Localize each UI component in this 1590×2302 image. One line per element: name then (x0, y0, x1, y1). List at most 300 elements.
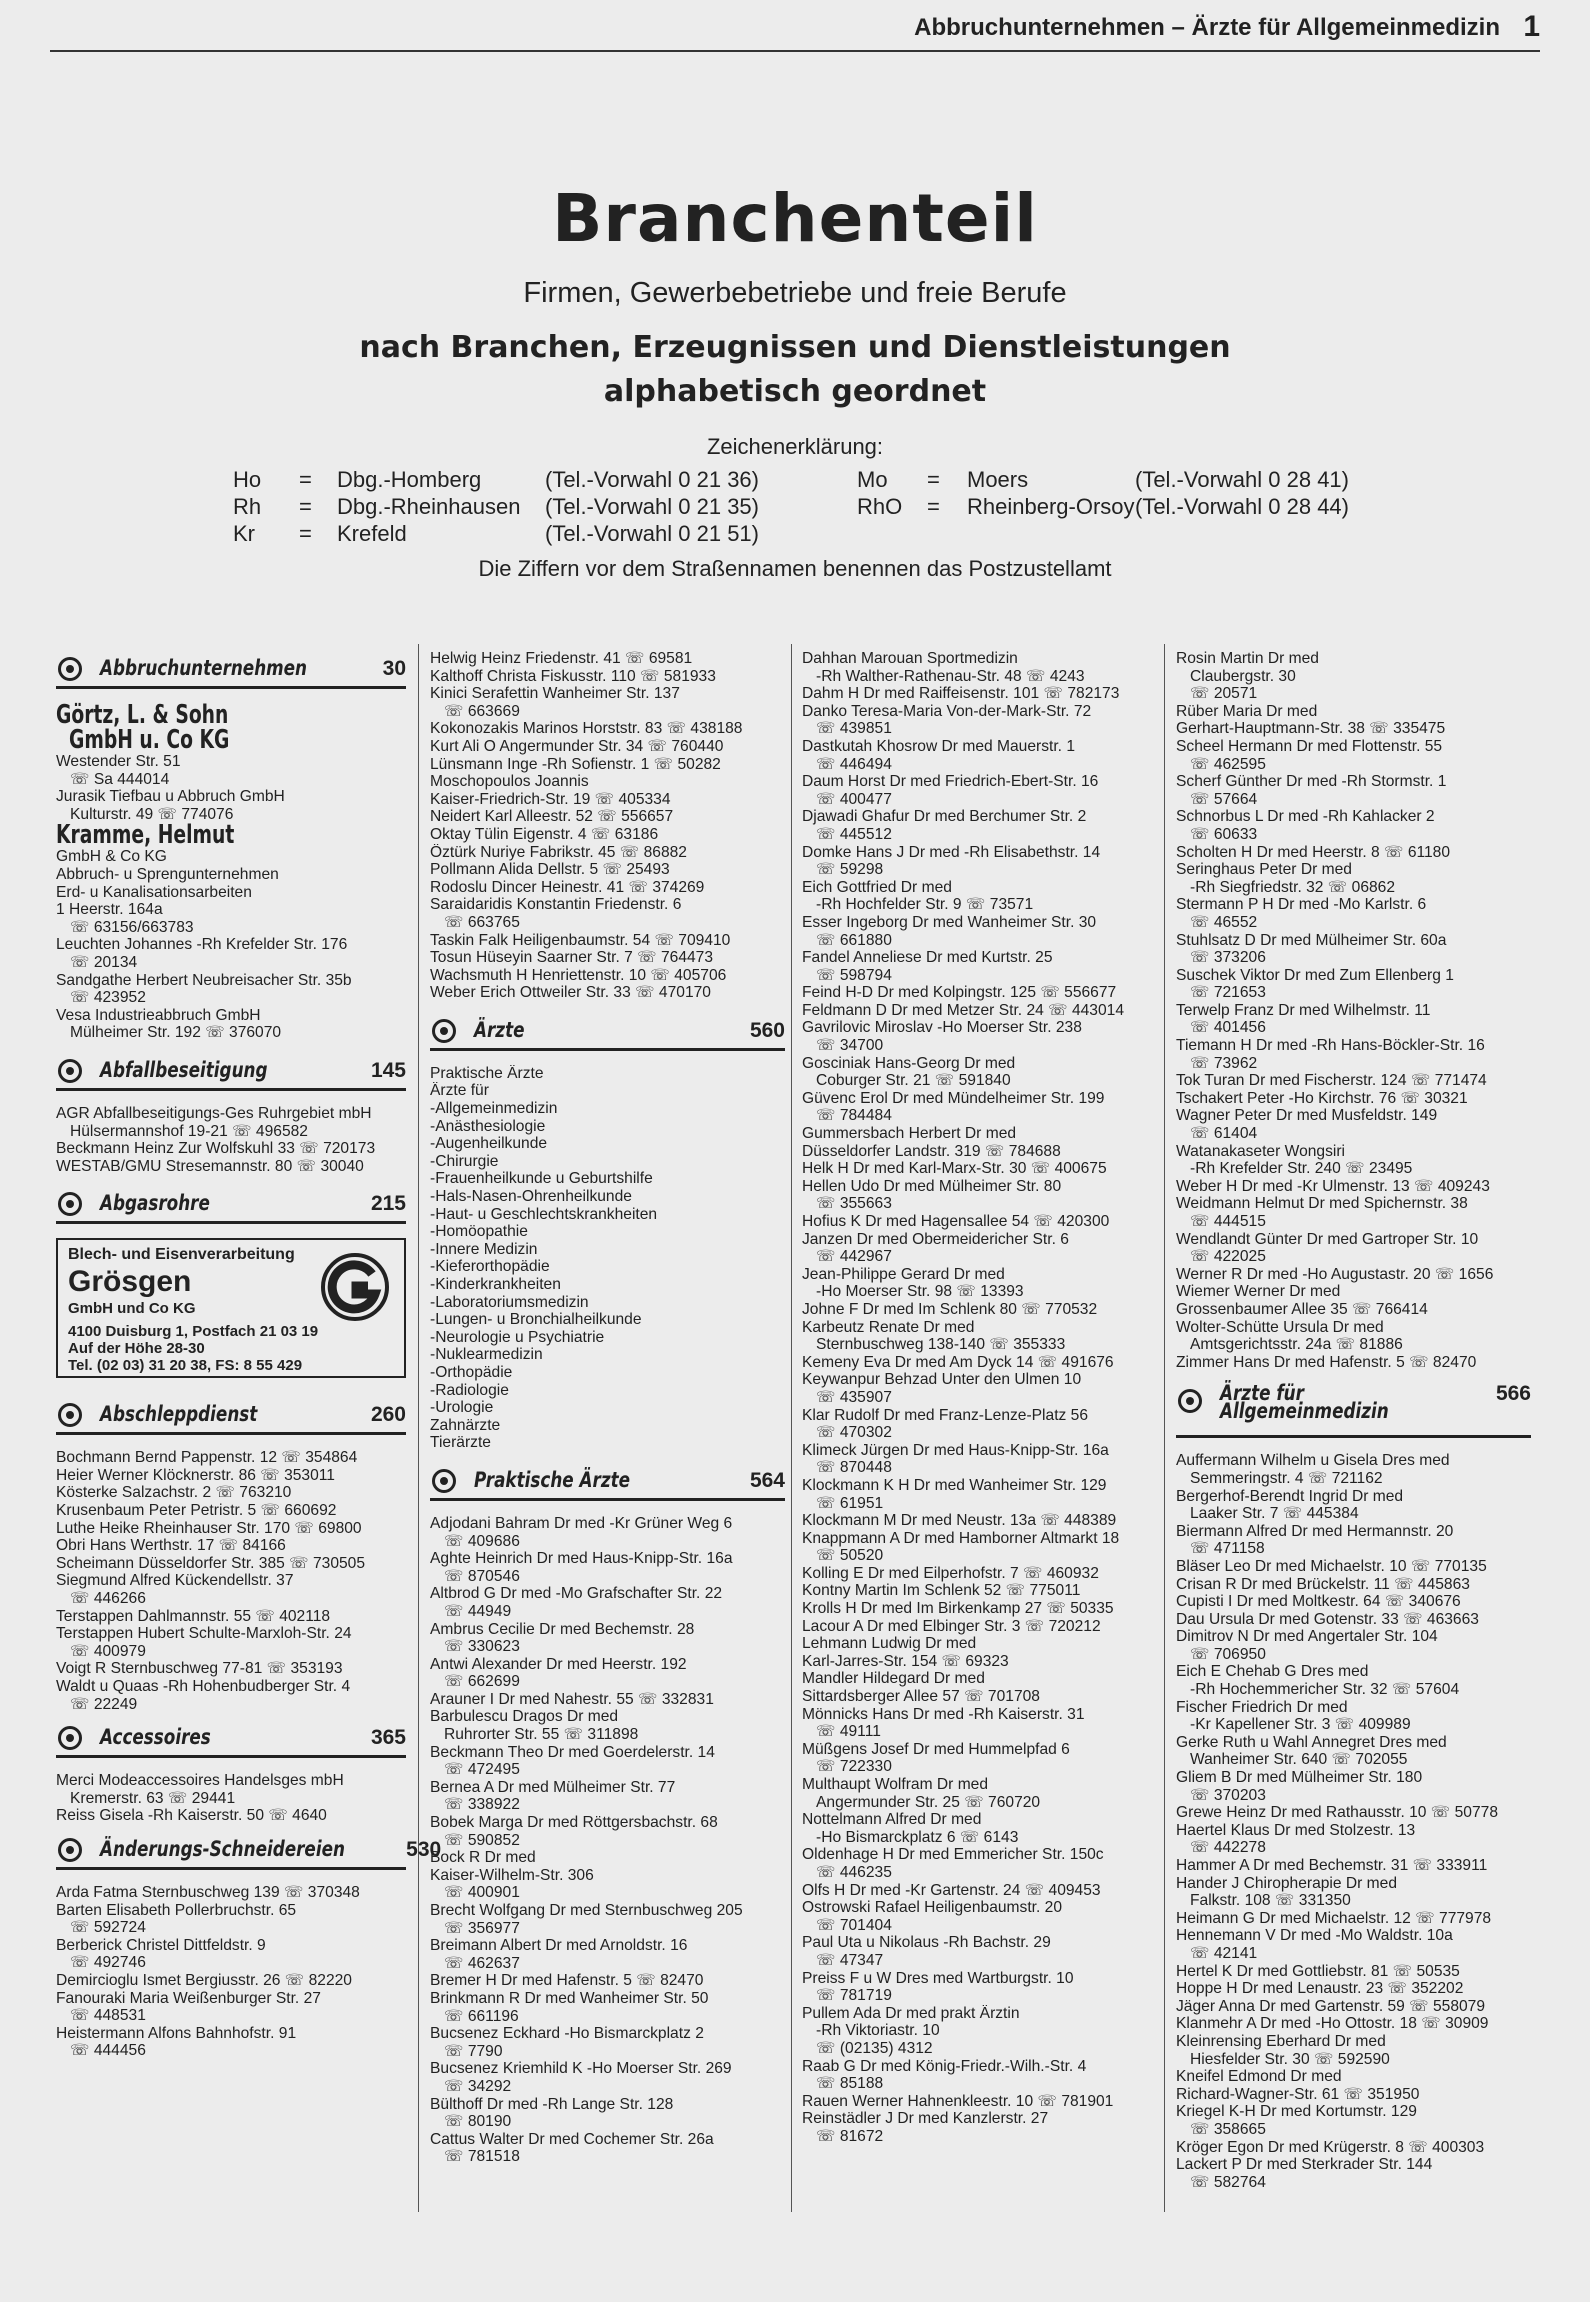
entry-line: Falkstr. 108 ☏ 331350 (1190, 1892, 1351, 1910)
entry-line: Voigt R Sternbuschweg 77-81 ☏ 353193 (56, 1660, 343, 1678)
entry-line: Neidert Karl Alleestr. 52 ☏ 556657 (430, 808, 674, 826)
entry-line: Adjodani Bahram Dr med -Kr Grüner Weg 6 (430, 1514, 733, 1532)
entry-line: ☏ 373206 (1190, 949, 1266, 967)
legend-equals: = (927, 467, 940, 492)
section-number: 564 (749, 1469, 785, 1493)
entry-line: Kurt Ali O Angermunder Str. 34 ☏ 760440 (430, 737, 724, 755)
legend-place: Krefeld (337, 521, 407, 546)
entry-line: ☏ 330623 (444, 1638, 520, 1656)
entry-line: -Urologie (430, 1399, 494, 1417)
entry-line: ☏ 439851 (816, 720, 892, 738)
entry-line: ☏ 400477 (816, 790, 892, 808)
entry-line: Weidmann Helmut Dr med Spichernstr. 38 (1176, 1195, 1468, 1213)
entry-line: ☏ 435907 (816, 1388, 892, 1406)
entry-line: Krusenbaum Peter Petristr. 5 ☏ 660692 (56, 1502, 337, 1520)
entry-line: Auffermann Wilhelm u Gisela Dres med (1176, 1452, 1450, 1470)
entry-line: Sternbuschweg 138-140 ☏ 355333 (816, 1336, 1066, 1354)
entry-line: Pollmann Alida Dellstr. 5 ☏ 25493 (430, 861, 670, 879)
entry-line: Lackert P Dr med Sterkrader Str. 144 (1176, 2156, 1433, 2174)
entry-line: Kaiser-Wilhelm-Str. 306 (430, 1866, 594, 1884)
entry-line: Mönnicks Hans Dr med -Rh Kaiserstr. 31 (802, 1705, 1085, 1723)
entry-line: Semmeringstr. 4 ☏ 721162 (1190, 1469, 1383, 1487)
entry-line: Moschopoulos Joannis (430, 773, 589, 791)
entry-line: Barbulescu Dragos Dr med (430, 1708, 619, 1726)
entry-line: Werner R Dr med -Ho Augustastr. 20 ☏ 1656 (1176, 1265, 1494, 1283)
entry-line: Esser Ingeborg Dr med Wanheimer Str. 30 (802, 913, 1097, 931)
legend-equals: = (299, 521, 312, 546)
ad-postal: 4100 Duisburg 1, Postfach 21 03 19 (68, 1323, 319, 1341)
section-name: Abfallbeseitigung (100, 1058, 268, 1083)
entry-line: Amtsgerichtsstr. 24a ☏ 81886 (1190, 1336, 1403, 1354)
entry-line: Kinici Serafettin Wanheimer Str. 137 (430, 685, 680, 703)
column-divider (418, 644, 419, 2212)
entry-line: ☏ 422025 (1190, 1248, 1266, 1266)
entry-line: ☏ 661880 (816, 931, 892, 949)
entry-line: Stuhlsatz D Dr med Mülheimer Str. 60a (1176, 931, 1447, 949)
entry-line: ☏ 448531 (70, 2007, 146, 2025)
heading-accessoires (56, 1723, 406, 1758)
entry-line: Feind H-D Dr med Kolpingstr. 125 ☏ 556677 (802, 984, 1117, 1002)
entry-line: Claubergstr. 30 (1190, 667, 1296, 685)
entry-line: ☏ 49111 (816, 1723, 881, 1741)
entry-line: Brinkmann R Dr med Wanheimer Str. 50 (430, 1989, 709, 2007)
entry-line: Vesa Industrieabbruch GmbH (56, 1006, 261, 1024)
entry-line: ☏ 63156/663783 (70, 918, 194, 936)
entry-line: ☏ 20571 (1190, 685, 1258, 703)
entry-line: ☏ 870448 (816, 1459, 892, 1477)
entry-line: Dimitrov N Dr med Angertaler Str. 104 (1176, 1628, 1438, 1646)
legend-right (857, 466, 1349, 520)
entry-line: ☏ 462637 (444, 1954, 520, 1972)
entry-line: Bobek Marga Dr med Röttgersbachstr. 68 (430, 1814, 718, 1832)
entry-line: Gliem B Dr med Mülheimer Str. 180 (1176, 1769, 1423, 1787)
entry-list (430, 650, 785, 1002)
entry-line: ☏ 444456 (70, 2042, 146, 2060)
heading-abbruchunternehmen (56, 654, 406, 689)
running-head (50, 10, 1540, 52)
entry-line: Richard-Wagner-Str. 61 ☏ 351950 (1176, 2085, 1420, 2103)
section-bullet-icon (58, 1192, 82, 1216)
entry-line: Güvenc Erol Dr med Mündelheimer Str. 199 (802, 1089, 1105, 1107)
entry-line: ☏ 400901 (444, 1884, 520, 1902)
entry-line: -Kr Kapellener Str. 3 ☏ 409989 (1190, 1716, 1411, 1734)
entry-line: -Orthopädie (430, 1363, 513, 1381)
entry-line: Seringhaus Peter Dr med (1176, 861, 1352, 879)
entry-line: Raab G Dr med König-Friedr.-Wilh.-Str. 4 (802, 2057, 1087, 2075)
entry-line: Tok Turan Dr med Fischerstr. 124 ☏ 771474 (1176, 1072, 1487, 1090)
section-name: Änderungs-Schneidereien (100, 1837, 345, 1862)
entry-line: -Neurologie u Psychiatrie (430, 1328, 605, 1346)
entry-line: Kokonozakis Marinos Horststr. 83 ☏ 438188 (430, 720, 743, 738)
legend-abbrev: Rh (233, 494, 262, 519)
entry-line: Pullem Ada Dr med prakt Ärztin (802, 2004, 1020, 2022)
entry-line: Grossenbaumer Allee 35 ☏ 766414 (1176, 1300, 1428, 1318)
entry-line: ☏ 61404 (1190, 1125, 1258, 1143)
entry-line: -Hals-Nasen-Ohrenheilkunde (430, 1188, 632, 1206)
entry-line: ☏ 47347 (816, 1951, 884, 1969)
entry-line: Watanakaseter Wongsiri (1176, 1142, 1346, 1160)
entry-line: Kemeny Eva Dr med Am Dyck 14 ☏ 491676 (802, 1353, 1114, 1371)
entry-line: Crisan R Dr med Brückelstr. 11 ☏ 445863 (1176, 1575, 1470, 1593)
entry-list (802, 650, 1157, 2145)
entry-line: Karl-Jarres-Str. 154 ☏ 69323 (802, 1652, 1009, 1670)
entry-line: Klanmehr A Dr med -Ho Ottostr. 18 ☏ 30909 (1176, 2015, 1489, 2033)
subtitle-branches: nach Branchen, Erzeugnissen und Dienstleistungen (359, 330, 1231, 365)
entry-line: Kneifel Edmond Dr med (1176, 2068, 1342, 2086)
entry-line: Janzen Dr med Obermeidericher Str. 6 (802, 1230, 1069, 1248)
entry-line: Krolls H Dr med Im Birkenkamp 27 ☏ 50335 (802, 1600, 1114, 1618)
entry-line: ☏ 663669 (444, 702, 520, 720)
entry-line: ☏ 445512 (816, 825, 892, 843)
entry-line: ☏ 598794 (816, 966, 892, 984)
legend-place: Dbg.-Rheinhausen (337, 494, 521, 519)
entry-line: Öztürk Nuriye Fabrikstr. 45 ☏ 86882 (430, 843, 687, 861)
legend-equals: = (927, 494, 940, 519)
entry-line: Scheimann Düsseldorfer Str. 385 ☏ 730505 (56, 1554, 366, 1572)
entry-line: ☏ 358665 (1190, 2120, 1266, 2138)
entry-line: Coburger Str. 21 ☏ 591840 (816, 1072, 1011, 1090)
entry-line: ☏ 662699 (444, 1673, 520, 1691)
groesgen-logo-icon (320, 1252, 390, 1322)
entry-line: Waldt u Quaas -Rh Hohenbudberger Str. 4 (56, 1678, 351, 1695)
section-name-line1: Ärzte für (1220, 1381, 1304, 1406)
entry-line: -Rh Krefelder Str. 240 ☏ 23495 (1190, 1160, 1413, 1178)
advertisement-groesgen (56, 1238, 406, 1378)
entry-line: Kösterke Salzachstr. 2 ☏ 763210 (56, 1484, 292, 1502)
entry-line: -Ho Bismarckplatz 6 ☏ 6143 (816, 1828, 1019, 1846)
entry-line: -Rh Viktoriastr. 10 (816, 2022, 940, 2040)
entry-line: Rodoslu Dincer Heinestr. 41 ☏ 374269 (430, 878, 705, 896)
section-name: Abgasrohre (100, 1191, 210, 1216)
entry-line: ☏ 57664 (1190, 790, 1258, 808)
entry-line: -Nuklearmedizin (430, 1346, 543, 1364)
entry-line: Zimmer Hans Dr med Hafenstr. 5 ☏ 82470 (1176, 1353, 1477, 1371)
entry-line: ☏ 870546 (444, 1567, 520, 1585)
entry-line: Tiemann H Dr med -Rh Hans-Böckler-Str. 16 (1176, 1037, 1485, 1055)
entry-line: ☏ 663765 (444, 913, 520, 931)
entry-line: Laaker Str. 7 ☏ 445384 (1190, 1505, 1359, 1523)
entry-line: -Kinderkrankheiten (430, 1276, 561, 1293)
entry-line: ☏ 46552 (1190, 913, 1258, 931)
entry-line: Scheel Hermann Dr med Flottenstr. 55 (1176, 737, 1443, 755)
entry-line: Tosun Hüseyin Saarner Str. 7 ☏ 764473 (430, 949, 714, 967)
section-number: 530 (406, 1838, 442, 1862)
entry-line: -Rh Siegfriedstr. 32 ☏ 06862 (1190, 878, 1396, 896)
entry-line: GmbH & Co KG (56, 848, 167, 866)
entry-line: Bergerhof-Berendt Ingrid Dr med (1176, 1487, 1404, 1505)
entry-line: Feldmann D Dr med Metzer Str. 24 ☏ 443014 (802, 1001, 1124, 1019)
entry-line: Hiesfelder Str. 30 ☏ 592590 (1190, 2050, 1390, 2068)
entry-line: Sandgathe Herbert Neubreisacher Str. 35b (56, 971, 352, 989)
entry-line: Helk H Dr med Karl-Marx-Str. 30 ☏ 400675 (802, 1160, 1107, 1178)
entry-list (56, 1884, 406, 2060)
entry-line: Antwi Alexander Dr med Heerstr. 192 (430, 1655, 687, 1673)
entry-line: Reiss Gisela -Rh Kaiserstr. 50 ☏ 4640 (56, 1807, 327, 1825)
section-name: Accessoires (100, 1725, 211, 1750)
subtitle-order: alphabetisch geordnet (603, 374, 987, 409)
entry-line: Jean-Philippe Gerard Dr med (802, 1265, 1005, 1283)
entry-line: Hammer A Dr med Bechemstr. 31 ☏ 333911 (1176, 1857, 1488, 1874)
legend-row (233, 520, 759, 547)
entry-line: Kleinrensing Eberhard Dr med (1176, 2032, 1386, 2050)
entry-line: ☏ 34292 (444, 2077, 512, 2095)
legend-row (233, 466, 759, 493)
entry-line: Karbeutz Renate Dr med (802, 1318, 975, 1336)
entry-line: Beckmann Theo Dr med Goerdelerstr. 14 (430, 1743, 715, 1761)
entry-line: ☏ Sa 444014 (70, 770, 170, 788)
entry-line: Eich Gottfried Dr med (802, 878, 952, 896)
section-bullet-icon (58, 657, 82, 681)
entry-line: Eich E Chehab G Dres med (1176, 1663, 1369, 1681)
entry-line: -Radiologie (430, 1381, 509, 1399)
entry-line: Breimann Albert Dr med Arnoldstr. 16 (430, 1937, 688, 1955)
entry-line: -Lungen- u Bronchialheilkunde (430, 1311, 642, 1329)
entry-line: Mandler Hildegard Dr med (802, 1670, 985, 1688)
entry-line: Merci Modeaccessoires Handelsges mbH (56, 1772, 344, 1790)
section-number: 30 (382, 657, 406, 681)
legend-abbrev: Ho (233, 467, 262, 492)
entry-line: ☏ 592724 (70, 1919, 146, 1937)
entry-line: Wagner Peter Dr med Musfeldstr. 149 (1176, 1107, 1438, 1125)
entry-line: Ärzte für (430, 1082, 489, 1100)
entry-line: Wanheimer Str. 640 ☏ 702055 (1190, 1751, 1408, 1769)
legend-equals: = (299, 494, 312, 519)
entry-line: Cupisti I Dr med Moltkestr. 64 ☏ 340676 (1176, 1593, 1461, 1611)
section-number: 215 (370, 1192, 406, 1216)
entry-line: WESTAB/GMU Stresemannstr. 80 ☏ 30040 (56, 1157, 364, 1175)
entry-line: Hander J Chiropherapie Dr med (1176, 1874, 1398, 1892)
section-number: 260 (370, 1403, 406, 1427)
entry-line: -Laboratoriumsmedizin (430, 1293, 589, 1311)
entry-line: Hellen Udo Dr med Mülheimer Str. 80 (802, 1177, 1062, 1195)
entry-line: ☏ 582764 (1190, 2173, 1266, 2191)
entry-line: Luthe Heike Rheinhauser Str. 170 ☏ 69800 (56, 1519, 362, 1537)
entry-line: -Ho Moerser Str. 98 ☏ 13393 (816, 1283, 1024, 1301)
entry-line: Kaiser-Friedrich-Str. 19 ☏ 405334 (430, 790, 671, 808)
entry-line: ☏ 661196 (444, 2007, 519, 2025)
section-name (1220, 1381, 1441, 1423)
subtitle-firms: Firmen, Gewerbebetriebe und freie Berufe (523, 277, 1067, 309)
entry-line: Cattus Walter Dr med Cochemer Str. 26a (430, 2130, 714, 2148)
entry-line: Kremerstr. 63 ☏ 29441 (70, 1789, 236, 1807)
entry-line: Heier Werner Klöcknerstr. 86 ☏ 353011 (56, 1466, 335, 1484)
entry-line: ☏ 7790 (444, 2042, 503, 2060)
entry-line: ☏ 85188 (816, 2075, 884, 2093)
entry-line: ☏ 60633 (1190, 825, 1258, 843)
entry-line: Ostrowski Rafael Heiligenbaumstr. 20 (802, 1899, 1063, 1917)
entry-line: Fanouraki Maria Weißenburger Str. 27 (56, 1989, 321, 2007)
entry-line: Bochmann Bernd Pappenstr. 12 ☏ 354864 (56, 1449, 358, 1467)
entry-line: ☏ 355663 (816, 1195, 892, 1213)
entry-line: Bläser Leo Dr med Michaelstr. 10 ☏ 770135 (1176, 1557, 1487, 1575)
entry-line: ☏ 462595 (1190, 755, 1266, 773)
entry-line: ☏ 492746 (70, 1954, 146, 1972)
entry-line: Jäger Anna Dr med Gartenstr. 59 ☏ 558079 (1176, 1997, 1486, 2015)
entry-line: ☏ 472495 (444, 1761, 520, 1779)
entry-line: Fischer Friedrich Dr med (1176, 1698, 1348, 1716)
entry-line: Kröger Egon Dr med Krügerstr. 8 ☏ 400303 (1176, 2138, 1485, 2156)
column-1 (56, 650, 442, 2060)
entry-list (430, 1065, 785, 1452)
entry-line: Leuchten Johannes -Rh Krefelder Str. 176 (56, 936, 348, 954)
entry-line: ☏ 22249 (70, 1695, 138, 1713)
entry-line: Wachsmuth H Henriettenstr. 10 ☏ 405706 (430, 966, 727, 984)
entry-line: Praktische Ärzte (430, 1064, 544, 1082)
entry-line: Helwig Heinz Friedenstr. 41 ☏ 69581 (430, 650, 693, 667)
entry-line: ☏ 446235 (816, 1863, 892, 1881)
entry-line: Saraidaridis Konstantin Friedenstr. 6 (430, 896, 682, 914)
legend-note: Die Ziffern vor dem Straßennamen benennen das Postzustellamt (478, 556, 1112, 581)
entry-line: Abbruch- u Sprengunternehmen (56, 865, 279, 883)
entry-line: ☏ 590852 (444, 1831, 520, 1849)
entry-line: -Haut- u Geschlechtskrankheiten (430, 1205, 658, 1223)
entry-line: ☏ 446494 (816, 755, 892, 773)
entry-line: Rosin Martin Dr med (1176, 650, 1319, 667)
entry-line: Dahhan Marouan Sportmedizin (802, 650, 1018, 667)
entry-line: Bülthoff Dr med -Rh Lange Str. 128 (430, 2095, 674, 2113)
entry-line: Rüber Maria Dr med (1176, 702, 1318, 720)
entry-line: Knappmann A Dr med Hamborner Altmarkt 18 (802, 1529, 1120, 1547)
entry-line: Bremer H Dr med Hafenstr. 5 ☏ 82470 (430, 1972, 704, 1990)
entry-line: Hertel K Dr med Gottliebstr. 81 ☏ 50535 (1176, 1962, 1460, 1980)
entry-line: Gerke Ruth u Wahl Annegret Dres med (1176, 1733, 1447, 1751)
heading-abschleppdienst (56, 1400, 406, 1435)
legend-place: Rheinberg-Orsoy (967, 494, 1135, 519)
entry-line: Düsseldorfer Landstr. 319 ☏ 784688 (802, 1142, 1061, 1160)
entry-list (56, 1772, 406, 1825)
entry-line: Obri Hans Werthstr. 17 ☏ 84166 (56, 1537, 286, 1555)
entry-line: Rauen Werner Hahnenkleestr. 10 ☏ 781901 (802, 2092, 1114, 2110)
entry-line: ☏ 444515 (1190, 1213, 1266, 1230)
legend-left (233, 466, 759, 547)
entry-line: Kriegel K-H Dr med Kortumstr. 129 (1176, 2103, 1417, 2121)
entry-line: Taskin Falk Heiligenbaumstr. 54 ☏ 709410 (430, 931, 731, 949)
column-2 (430, 650, 785, 2166)
entry-line: Schnorbus L Dr med -Rh Kahlacker 2 (1176, 808, 1435, 826)
entry-line: Oldenhage H Dr med Emmericher Str. 150c (802, 1846, 1104, 1864)
entry-line: Keywanpur Behzad Unter den Ulmen 10 (802, 1371, 1082, 1389)
page-number: 1 (1523, 10, 1540, 43)
section-name: Ärzte (474, 1018, 525, 1043)
entry-line: ☏ 34700 (816, 1037, 884, 1055)
entry-line: -Innere Medizin (430, 1240, 538, 1258)
entry-line: Multhaupt Wolfram Dr med (802, 1776, 989, 1793)
entry-line: ☏ 80190 (444, 2113, 512, 2131)
entry-line: ☏ 446266 (70, 1590, 146, 1608)
entry-line: Siegmund Alfred Kückendellstr. 37 (56, 1572, 294, 1590)
entry-line: ☏ 721653 (1190, 984, 1266, 1002)
heading-aenderungs-schneidereien (56, 1835, 442, 1870)
entry-line: Westender Str. 51 (56, 753, 181, 770)
entry-line: Ambrus Cecilie Dr med Bechemstr. 28 (430, 1620, 695, 1638)
section-number: 566 (1495, 1382, 1531, 1406)
entry-line: Heimann G Dr med Michaelstr. 12 ☏ 777978 (1176, 1909, 1492, 1927)
entry-line: Fandel Anneliese Dr med Kurtstr. 25 (802, 949, 1053, 967)
entry-line: Bernea A Dr med Mülheimer Str. 77 (430, 1778, 676, 1796)
entry-line: Ruhrorter Str. 55 ☏ 311898 (444, 1726, 639, 1744)
section-number: 145 (370, 1059, 406, 1083)
entry-line: ☏ 470302 (816, 1424, 892, 1442)
ad-category: Blech- und Eisenverarbeitung (68, 1246, 295, 1264)
section-bullet-icon (1178, 1389, 1202, 1413)
entry-line: Bock R Dr med (430, 1849, 536, 1867)
entry-line: Reinstädler J Dr med Kanzlerstr. 27 (802, 2110, 1049, 2128)
section-bullet-icon (432, 1019, 456, 1043)
heading-praktische-aerzte (430, 1466, 785, 1501)
section-bullet-icon (58, 1403, 82, 1427)
entry-line: Heistermann Alfons Bahnhofstr. 91 (56, 2024, 297, 2042)
entry-line: Gummersbach Herbert Dr med (802, 1125, 1017, 1143)
section-bullet-icon (58, 1059, 82, 1083)
heading-aerzte-allgemeinmedizin (1176, 1381, 1531, 1438)
entry-line: Arauner I Dr med Nahestr. 55 ☏ 332831 (430, 1690, 714, 1708)
running-head-title: Abbruchunternehmen – Ärzte für Allgemeinmedizin (914, 14, 1500, 41)
entry-line: ☏ 61951 (816, 1494, 884, 1512)
entry-line: Preiss F u W Dres med Wartburgstr. 10 (802, 1969, 1074, 1987)
entry-line: Altbrod G Dr med -Mo Grafschafter Str. 22 (430, 1585, 723, 1603)
entry-line: Hoppe H Dr med Lenaustr. 23 ☏ 352202 (1176, 1980, 1464, 1998)
entry-list (56, 1449, 406, 1713)
entry-line: 1 Heerstr. 164a (56, 901, 163, 919)
column-3 (802, 650, 1157, 2145)
entry-line: Barten Elisabeth Pollerbruchstr. 65 (56, 1901, 297, 1919)
entry-line: Haertel Klaus Dr med Stolzestr. 13 (1176, 1821, 1416, 1839)
entry-line: Dau Ursula Dr med Gotenstr. 33 ☏ 463663 (1176, 1610, 1479, 1628)
entry-list (56, 848, 406, 1042)
column-divider (1164, 644, 1165, 2212)
entry-line: Gavrilovic Miroslav -Ho Moerser Str. 238 (802, 1019, 1082, 1037)
entry-line: -Chirurgie (430, 1152, 499, 1170)
entry-line: Brecht Wolfgang Dr med Sternbuschweg 205 (430, 1902, 743, 1919)
firm-name-goertz: Görtz, L. & Sohn (56, 700, 229, 730)
entry-line: ☏ 701404 (816, 1916, 892, 1934)
legend-area-code: (Tel.-Vorwahl 0 21 35) (545, 494, 759, 519)
entry-line: Gosciniak Hans-Georg Dr med (802, 1054, 1016, 1072)
entry-line: -Rh Hochfelder Str. 9 ☏ 73571 (816, 896, 1034, 914)
entry-line: Arda Fatma Sternbuschweg 139 ☏ 370348 (56, 1883, 360, 1901)
section-bullet-icon (432, 1469, 456, 1493)
entry-line: Jurasik Tiefbau u Abbruch GmbH (56, 788, 285, 806)
entry-line: Danko Teresa-Maria Von-der-Mark-Str. 72 (802, 702, 1092, 720)
entry-line: Tierärzte (430, 1434, 491, 1452)
legend-abbrev: RhO (857, 494, 903, 519)
entry-line: Lünsmann Inge -Rh Sofienstr. 1 ☏ 50282 (430, 755, 721, 773)
entry-line: Klockmann K H Dr med Wanheimer Str. 129 (802, 1476, 1107, 1494)
section-number: 560 (749, 1019, 785, 1043)
legend-row (857, 493, 1349, 520)
legend-area-code: (Tel.-Vorwahl 0 28 44) (1135, 494, 1349, 519)
entry-line: ☏ 356977 (444, 1919, 520, 1937)
entry-line: Hülsermannshof 19-21 ☏ 496582 (70, 1122, 308, 1140)
legend-equals: = (299, 467, 312, 492)
column-4 (1176, 650, 1531, 2191)
entry-line: Olfs H Dr med -Kr Gartenstr. 24 ☏ 409453 (802, 1881, 1101, 1899)
entry-line: -Kieferorthopädie (430, 1258, 550, 1276)
entry-line: Johne F Dr med Im Schlenk 80 ☏ 770532 (802, 1300, 1098, 1318)
entry-line: -Augenheilkunde (430, 1135, 548, 1153)
entry-line: ☏ 442278 (1190, 1839, 1266, 1857)
entry-line: Zahnärzte (430, 1416, 501, 1434)
entry-line: Djawadi Ghafur Dr med Berchumer Str. 2 (802, 808, 1087, 826)
entry-line: Demircioglu Ismet Bergiusstr. 26 ☏ 82220 (56, 1971, 352, 1989)
entry-line: AGR Abfallbeseitigungs-Ges Ruhrgebiet mbH (56, 1104, 372, 1122)
entry-line: ☏ 73962 (1190, 1054, 1258, 1072)
page-title: Branchenteil (552, 180, 1038, 257)
legend-area-code: (Tel.-Vorwahl 0 28 41) (1135, 467, 1349, 492)
entry-line: Sittardsberger Allee 57 ☏ 701708 (802, 1688, 1040, 1706)
entry-line: ☏ 20134 (70, 953, 138, 971)
entry-line: ☏ 42141 (1190, 1944, 1258, 1962)
